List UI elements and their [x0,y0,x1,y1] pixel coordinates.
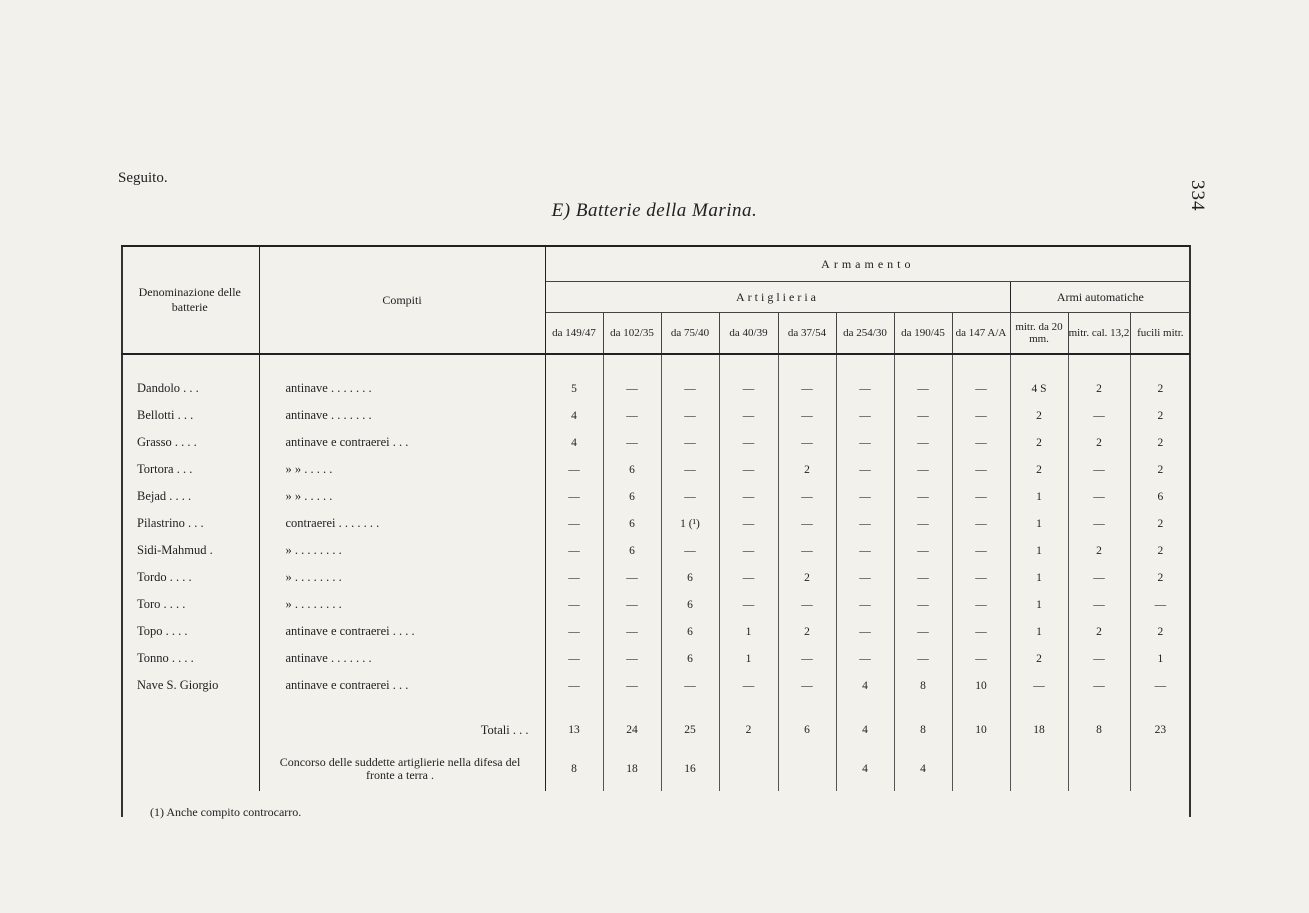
table-cell: 1 [1157,652,1164,665]
header-name: Denominazione delle batterie [121,246,259,354]
continued-label: Seguito. [118,170,168,186]
table-cell: — [603,375,661,402]
table-cell: — [1068,672,1130,699]
header-artillery: Artiglieria [545,282,1010,313]
table-row [121,747,1190,791]
battery-task: » » . . . . . [259,483,545,510]
table-cell: — [1068,591,1130,618]
table-cell: 10 [952,713,1010,747]
table-cell: 4 [545,429,603,456]
table-cell: 2 [1068,537,1130,564]
table-cell: 10 [952,672,1010,699]
table-row [121,375,1190,402]
table-row [121,537,1190,564]
table-cell: 2 [1157,625,1164,638]
table-cell: — [778,483,836,510]
table-cell: — [952,645,1010,672]
table-cell: — [719,564,778,591]
column-header: da 102/35 [603,313,661,355]
table-cell: — [952,483,1010,510]
table-cell: — [719,510,778,537]
table-cell: — [1068,456,1130,483]
table-cell: — [778,429,836,456]
table-cell: 18 [1010,713,1068,747]
battery-task: » . . . . . . . . [259,564,545,591]
battery-name: Sidi-Mahmud . [121,537,259,564]
table-cell: — [952,375,1010,402]
table-cell: — [1068,645,1130,672]
table-cell: — [661,375,719,402]
table-cell: — [952,591,1010,618]
table-cell: — [545,672,603,699]
battery-task: antinave . . . . . . . [259,645,545,672]
table-cell: 4 [836,672,894,699]
table-cell: 23 [1154,724,1167,736]
table-cell: — [1154,598,1167,611]
table-cell: 8 [894,672,952,699]
battery-task: antinave . . . . . . . [259,375,545,402]
battery-name: Bellotti . . . [121,402,259,429]
table-cell: 2 [1068,618,1130,645]
table-cell: 1 [719,645,778,672]
table-cell: 6 [661,618,719,645]
section-title [0,200,1309,222]
column-header: da 149/47 [545,313,603,355]
table-cell: — [836,591,894,618]
table-cell: — [836,645,894,672]
table-cell: — [661,483,719,510]
table-cell: — [778,375,836,402]
table-cell: 2 [1010,645,1068,672]
table-cell: — [719,429,778,456]
table-cell: 1 [1010,483,1068,510]
table-cell: — [603,618,661,645]
table-cell: 8 [1068,713,1130,747]
column-header: da 40/39 [719,313,778,355]
table-cell: — [894,456,952,483]
table-row [121,456,1190,483]
battery-name: Nave S. Giorgio [121,672,259,699]
table-cell: — [719,402,778,429]
table-cell: — [1068,483,1130,510]
table-cell: — [952,510,1010,537]
table-cell: — [894,375,952,402]
table-cell: — [952,618,1010,645]
table-cell: 8 [894,713,952,747]
section-title-text: Batterie della Marina. [575,200,758,221]
table-cell: 4 [836,713,894,747]
table-cell: — [778,537,836,564]
table-cell: — [836,618,894,645]
battery-task: » . . . . . . . . [259,591,545,618]
table-cell: — [545,645,603,672]
battery-task: antinave e contraerei . . . . [259,618,545,645]
table-cell: — [952,456,1010,483]
table-cell: — [894,564,952,591]
column-header: da 190/45 [894,313,952,355]
table-cell: — [894,429,952,456]
table-cell: — [719,537,778,564]
footnote: (1) Anche compito controcarro. [150,805,302,819]
battery-task: antinave . . . . . . . [259,402,545,429]
table-cell: 2 [1010,402,1068,429]
table-cell: — [778,672,836,699]
table-cell: 2 [1157,544,1164,557]
table-cell: — [836,537,894,564]
table-cell: — [545,456,603,483]
column-header: mitr. cal. 13,2 [1068,313,1130,355]
totals-label: Totali . . . [259,713,545,747]
battery-name: Topo . . . . [121,618,259,645]
table-cell: — [952,402,1010,429]
table-cell: 2 [1157,571,1164,584]
table-row [121,483,1190,510]
table-cell: 1 [1010,510,1068,537]
table-cell: — [1010,672,1068,699]
table-cell: — [894,483,952,510]
table-cell: 4 [545,402,603,429]
battery-name: Tortora . . . [121,456,259,483]
table-cell: 6 [661,645,719,672]
table-cell: — [836,564,894,591]
table-row [121,618,1190,645]
table-cell: 13 [545,713,603,747]
table-cell: 2 [719,713,778,747]
table-cell: — [778,510,836,537]
table-cell: 2 [1157,517,1164,530]
table-cell: 2 [1068,429,1130,456]
table-cell: 25 [661,713,719,747]
table-cell: — [661,456,719,483]
table-cell: 2 [778,618,836,645]
table-cell: — [719,456,778,483]
column-header: mitr. da 20 mm. [1010,313,1068,355]
table-cell: 2 [1157,409,1164,422]
table-cell: 4 S [1010,375,1068,402]
table-cell: — [603,402,661,429]
battery-name: Tonno . . . . [121,645,259,672]
table-cell: 6 [778,713,836,747]
table-cell [1130,747,1190,791]
table-row [121,713,1190,747]
battery-name: Pilastrino . . . [121,510,259,537]
table-cell: — [894,591,952,618]
table-row [121,402,1190,429]
table-cell: — [952,537,1010,564]
battery-task: » » . . . . . [259,456,545,483]
table-cell: 18 [603,747,661,791]
battery-task: » . . . . . . . . [259,537,545,564]
table-cell: — [836,456,894,483]
column-header: fucili mitr. [1130,313,1190,355]
table-cell: — [545,510,603,537]
concorso-spacer [121,747,259,791]
table-cell: 16 [661,747,719,791]
table-cell: — [603,429,661,456]
table-row [121,429,1190,456]
table-cell: 2 [1068,375,1130,402]
table-cell: — [778,591,836,618]
table-cell: 2 [778,564,836,591]
table-cell: 24 [603,713,661,747]
table-cell: — [603,672,661,699]
table-cell: — [836,375,894,402]
table-row [121,564,1190,591]
table-cell: 6 [603,483,661,510]
battery-task: antinave e contraerei . . . [259,672,545,699]
table-cell: 2 [1157,463,1164,476]
table-cell: 4 [836,747,894,791]
table-cell: 6 [661,564,719,591]
table-cell: — [545,618,603,645]
totals-spacer [121,713,259,747]
table-cell: 6 [603,456,661,483]
section-letter: E) [551,200,571,221]
table-cell: 2 [1010,429,1068,456]
table-cell: — [719,672,778,699]
table-cell: 5 [545,375,603,402]
table-cell: 6 [661,591,719,618]
battery-task: contraerei . . . . . . . [259,510,545,537]
table-cell: 2 [1157,382,1164,395]
table-cell: — [894,618,952,645]
batteries-table [121,245,1190,810]
table-cell: — [719,591,778,618]
table-cell: — [1068,510,1130,537]
table-cell: — [894,645,952,672]
battery-task: antinave e contraerei . . . [259,429,545,456]
table-cell: — [661,402,719,429]
table-cell: — [836,402,894,429]
table-cell: — [603,591,661,618]
table-cell: 1 [1010,537,1068,564]
table-cell: — [661,537,719,564]
table-cell: 1 (¹) [661,510,719,537]
battery-name: Toro . . . . [121,591,259,618]
table-cell [778,747,836,791]
table-cell: — [603,564,661,591]
table-cell: 2 [778,456,836,483]
header-tasks: Compiti [259,246,545,354]
page-number: 334 [1187,180,1208,212]
table-cell: — [836,429,894,456]
battery-name: Dandolo . . . [121,375,259,402]
table-cell: — [894,402,952,429]
table-cell: — [545,564,603,591]
table-cell: — [836,510,894,537]
table-cell: — [894,510,952,537]
table-row [121,510,1190,537]
table-cell: — [719,483,778,510]
table-cell: — [545,591,603,618]
concorso-label: Concorso delle suddette artiglierie nella difesa del fronte a terra . [259,747,545,791]
table-row [121,645,1190,672]
table-cell: — [545,537,603,564]
column-header: da 75/40 [661,313,719,355]
table-cell: — [952,429,1010,456]
battery-name: Tordo . . . . [121,564,259,591]
table-cell: — [1068,564,1130,591]
table-cell: — [952,564,1010,591]
table-cell [1010,747,1068,791]
header-automatic: Armi automatiche [1010,282,1190,313]
table-cell: — [545,483,603,510]
battery-name: Grasso . . . . [121,429,259,456]
battery-name: Bejad . . . . [121,483,259,510]
table-cell: — [778,645,836,672]
table-cell [719,747,778,791]
table-cell: 6 [1157,490,1164,503]
table-cell [952,747,1010,791]
table-cell: — [1154,679,1167,692]
table-cell: — [719,375,778,402]
table-cell: 2 [1010,456,1068,483]
table-cell: 4 [894,747,952,791]
table-cell: 6 [603,537,661,564]
table-cell: 1 [1010,591,1068,618]
table-cell: — [661,429,719,456]
table-row [121,591,1190,618]
table-cell: 1 [1010,618,1068,645]
table-cell: — [778,402,836,429]
column-header: da 37/54 [778,313,836,355]
table-cell [1068,747,1130,791]
table-cell: — [661,672,719,699]
table-cell: 6 [603,510,661,537]
column-header: da 254/30 [836,313,894,355]
table-cell: 1 [719,618,778,645]
table-cell: 2 [1157,436,1164,449]
table-cell: — [836,483,894,510]
column-header: da 147 A/A [952,313,1010,355]
table-row [121,672,1190,699]
header-armament: Armamento [545,246,1190,282]
table-cell: 8 [545,747,603,791]
table-cell: — [603,645,661,672]
table-cell: — [894,537,952,564]
table-cell: 1 [1010,564,1068,591]
table-cell: — [1068,402,1130,429]
